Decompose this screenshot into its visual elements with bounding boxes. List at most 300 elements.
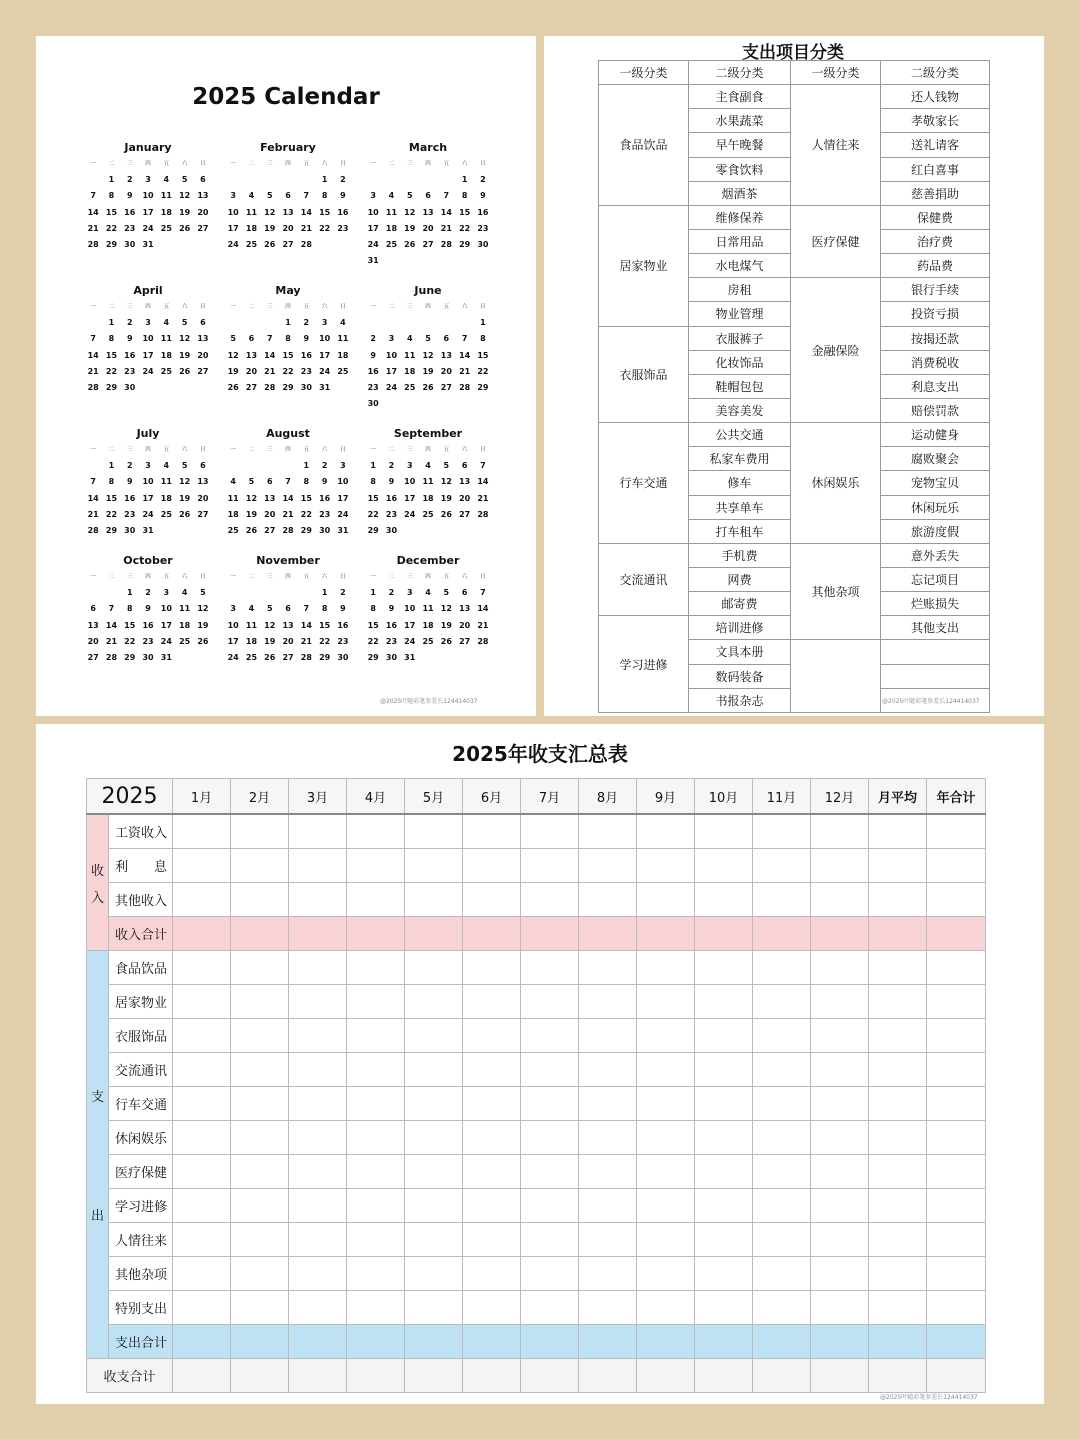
- amount-cell[interactable]: [463, 917, 521, 951]
- amount-cell[interactable]: [811, 951, 869, 985]
- amount-cell[interactable]: [405, 917, 463, 951]
- amount-cell[interactable]: [869, 814, 927, 849]
- day-number: 15: [367, 620, 379, 630]
- amount-cell[interactable]: [927, 849, 986, 883]
- amount-cell[interactable]: [695, 883, 753, 917]
- amount-cell[interactable]: [521, 951, 579, 985]
- amount-cell[interactable]: [579, 1223, 637, 1257]
- weekday-label: 五: [443, 304, 450, 311]
- amount-cell[interactable]: [347, 1019, 405, 1053]
- amount-cell[interactable]: [753, 985, 811, 1019]
- amount-cell[interactable]: [289, 1257, 347, 1291]
- amount-cell[interactable]: [869, 1325, 927, 1359]
- amount-cell[interactable]: [231, 814, 289, 849]
- amount-cell[interactable]: [695, 985, 753, 1019]
- amount-cell[interactable]: [405, 1053, 463, 1087]
- amount-cell[interactable]: [695, 814, 753, 849]
- amount-cell[interactable]: [753, 849, 811, 883]
- amount-cell[interactable]: [811, 1223, 869, 1257]
- amount-cell[interactable]: [405, 883, 463, 917]
- amount-cell[interactable]: [347, 917, 405, 951]
- amount-cell[interactable]: [463, 814, 521, 849]
- amount-cell[interactable]: [753, 1359, 811, 1393]
- amount-cell[interactable]: [173, 1155, 231, 1189]
- primary-category: 居家物业: [599, 206, 689, 327]
- amount-cell[interactable]: [637, 1155, 695, 1189]
- day-number: 7: [480, 461, 486, 471]
- amount-cell[interactable]: [927, 1155, 986, 1189]
- amount-cell[interactable]: [231, 1087, 289, 1121]
- amount-cell[interactable]: [405, 1257, 463, 1291]
- amount-cell[interactable]: [637, 849, 695, 883]
- amount-cell[interactable]: [289, 1155, 347, 1189]
- day-number: 22: [319, 636, 331, 646]
- amount-cell[interactable]: [405, 1121, 463, 1155]
- amount-cell[interactable]: [927, 1223, 986, 1257]
- amount-cell[interactable]: [695, 951, 753, 985]
- amount-cell[interactable]: [289, 814, 347, 849]
- amount-cell[interactable]: [405, 1291, 463, 1325]
- amount-cell[interactable]: [695, 917, 753, 951]
- amount-cell[interactable]: [521, 1155, 579, 1189]
- amount-cell[interactable]: [695, 1155, 753, 1189]
- amount-cell[interactable]: [463, 951, 521, 985]
- amount-cell[interactable]: [695, 1257, 753, 1291]
- amount-cell[interactable]: [173, 883, 231, 917]
- amount-cell[interactable]: [347, 849, 405, 883]
- amount-cell[interactable]: [637, 985, 695, 1019]
- amount-cell[interactable]: [637, 1359, 695, 1393]
- month-name: March: [408, 141, 448, 154]
- amount-cell[interactable]: [695, 1223, 753, 1257]
- amount-cell[interactable]: [173, 1019, 231, 1053]
- amount-cell[interactable]: [637, 1223, 695, 1257]
- amount-cell[interactable]: [347, 1053, 405, 1087]
- amount-cell[interactable]: [289, 883, 347, 917]
- amount-cell[interactable]: [463, 883, 521, 917]
- amount-cell[interactable]: [753, 917, 811, 951]
- amount-cell[interactable]: [521, 1053, 579, 1087]
- day-number: 3: [145, 175, 151, 185]
- amount-cell[interactable]: [463, 1359, 521, 1393]
- amount-cell[interactable]: [637, 917, 695, 951]
- day-number: 18: [179, 620, 191, 630]
- amount-cell[interactable]: [347, 1087, 405, 1121]
- amount-cell[interactable]: [579, 985, 637, 1019]
- amount-cell[interactable]: [579, 883, 637, 917]
- amount-cell[interactable]: [927, 1189, 986, 1223]
- amount-cell[interactable]: [463, 1189, 521, 1223]
- amount-cell[interactable]: [927, 1291, 986, 1325]
- secondary-category: 网费: [689, 568, 791, 592]
- category-header: 二级分类: [689, 61, 791, 85]
- amount-cell[interactable]: [405, 1019, 463, 1053]
- amount-cell[interactable]: [173, 849, 231, 883]
- amount-cell[interactable]: [231, 951, 289, 985]
- amount-cell[interactable]: [289, 1223, 347, 1257]
- amount-cell[interactable]: [637, 1189, 695, 1223]
- amount-cell[interactable]: [579, 1019, 637, 1053]
- amount-cell[interactable]: [521, 849, 579, 883]
- amount-cell[interactable]: [405, 1087, 463, 1121]
- amount-cell[interactable]: [637, 1291, 695, 1325]
- amount-cell[interactable]: [753, 1019, 811, 1053]
- amount-cell[interactable]: [637, 1257, 695, 1291]
- amount-cell[interactable]: [927, 814, 986, 849]
- amount-cell[interactable]: [927, 985, 986, 1019]
- amount-cell[interactable]: [811, 1257, 869, 1291]
- amount-cell[interactable]: [173, 1121, 231, 1155]
- day-number: 1: [321, 588, 328, 598]
- amount-cell[interactable]: [463, 1121, 521, 1155]
- secondary-category: 数码装备: [689, 665, 791, 689]
- amount-cell[interactable]: [869, 1019, 927, 1053]
- day-number: 27: [245, 383, 258, 393]
- amount-cell[interactable]: [405, 1155, 463, 1189]
- amount-cell[interactable]: [637, 1053, 695, 1087]
- amount-cell[interactable]: [811, 849, 869, 883]
- primary-category: 医疗保健: [791, 206, 881, 278]
- amount-cell[interactable]: [347, 883, 405, 917]
- amount-cell[interactable]: [347, 1155, 405, 1189]
- day-number: 3: [340, 461, 346, 471]
- amount-cell[interactable]: [231, 985, 289, 1019]
- day-number: 6: [200, 461, 206, 471]
- amount-cell[interactable]: [811, 1291, 869, 1325]
- amount-cell[interactable]: [173, 1087, 231, 1121]
- amount-cell[interactable]: [521, 1325, 579, 1359]
- weekday-label: 日: [200, 161, 206, 168]
- amount-cell[interactable]: [637, 1087, 695, 1121]
- day-number: 5: [443, 461, 450, 471]
- amount-cell[interactable]: [231, 1325, 289, 1359]
- amount-cell[interactable]: [521, 1291, 579, 1325]
- amount-cell[interactable]: [579, 917, 637, 951]
- weekday-label: 一: [90, 161, 96, 168]
- amount-cell[interactable]: [521, 1087, 579, 1121]
- amount-cell[interactable]: [869, 1053, 927, 1087]
- day-number: 12: [179, 334, 191, 344]
- expense-row: [87, 985, 986, 1019]
- amount-cell[interactable]: [637, 1121, 695, 1155]
- amount-cell[interactable]: [579, 1189, 637, 1223]
- amount-cell[interactable]: [405, 951, 463, 985]
- amount-cell[interactable]: [927, 1053, 986, 1087]
- amount-cell[interactable]: [347, 1257, 405, 1291]
- amount-cell[interactable]: [579, 1053, 637, 1087]
- amount-cell[interactable]: [289, 951, 347, 985]
- day-number: 22: [124, 636, 136, 646]
- amount-cell[interactable]: [231, 1155, 289, 1189]
- amount-cell[interactable]: [231, 1223, 289, 1257]
- amount-cell[interactable]: [753, 1291, 811, 1325]
- amount-cell[interactable]: [289, 1325, 347, 1359]
- weekday-label: 二: [108, 447, 115, 454]
- amount-cell[interactable]: [695, 1291, 753, 1325]
- amount-cell[interactable]: [231, 1257, 289, 1291]
- amount-cell[interactable]: [695, 1087, 753, 1121]
- amount-cell[interactable]: [347, 1189, 405, 1223]
- amount-cell[interactable]: [637, 1325, 695, 1359]
- day-number: 17: [404, 493, 416, 503]
- amount-cell[interactable]: [579, 1359, 637, 1393]
- amount-cell[interactable]: [579, 814, 637, 849]
- month-days: [224, 569, 352, 666]
- amount-cell[interactable]: [405, 1189, 463, 1223]
- amount-cell[interactable]: [231, 1359, 289, 1393]
- amount-cell[interactable]: [695, 1359, 753, 1393]
- amount-cell[interactable]: [289, 849, 347, 883]
- amount-cell[interactable]: [637, 814, 695, 849]
- amount-cell[interactable]: [869, 1087, 927, 1121]
- amount-cell[interactable]: [463, 1087, 521, 1121]
- amount-cell[interactable]: [173, 917, 231, 951]
- amount-cell[interactable]: [521, 1223, 579, 1257]
- amount-cell[interactable]: [579, 951, 637, 985]
- amount-cell[interactable]: [289, 985, 347, 1019]
- day-number: 15: [105, 350, 118, 360]
- secondary-category: 书报杂志: [689, 689, 791, 713]
- amount-cell[interactable]: [405, 1359, 463, 1393]
- amount-cell[interactable]: [463, 1257, 521, 1291]
- amount-cell[interactable]: [231, 883, 289, 917]
- amount-cell[interactable]: [869, 951, 927, 985]
- amount-cell[interactable]: [521, 1189, 579, 1223]
- amount-cell[interactable]: [463, 1053, 521, 1087]
- amount-cell[interactable]: [463, 1019, 521, 1053]
- month-days: [224, 299, 352, 396]
- amount-cell[interactable]: [579, 1155, 637, 1189]
- amount-cell[interactable]: [463, 1325, 521, 1359]
- amount-cell[interactable]: [231, 1189, 289, 1223]
- amount-cell[interactable]: [753, 1223, 811, 1257]
- day-number: 25: [245, 240, 258, 250]
- amount-cell[interactable]: [173, 1359, 231, 1393]
- category-table: [598, 60, 990, 713]
- amount-cell[interactable]: [289, 1291, 347, 1325]
- amount-cell[interactable]: [521, 1359, 579, 1393]
- amount-cell[interactable]: [289, 1189, 347, 1223]
- amount-cell[interactable]: [753, 1121, 811, 1155]
- amount-cell[interactable]: [811, 1359, 869, 1393]
- amount-cell[interactable]: [811, 1189, 869, 1223]
- amount-cell[interactable]: [173, 1291, 231, 1325]
- weekday-label: 日: [200, 304, 206, 311]
- day-number: 10: [404, 477, 416, 487]
- amount-cell[interactable]: [695, 1189, 753, 1223]
- amount-cell[interactable]: [579, 1325, 637, 1359]
- amount-cell[interactable]: [463, 1223, 521, 1257]
- day-number: 11: [179, 604, 191, 614]
- amount-cell[interactable]: [927, 883, 986, 917]
- amount-cell[interactable]: [869, 1223, 927, 1257]
- amount-cell[interactable]: [695, 849, 753, 883]
- amount-cell[interactable]: [811, 1019, 869, 1053]
- weekday-label: 六: [181, 574, 188, 581]
- amount-cell[interactable]: [753, 1189, 811, 1223]
- day-number: 4: [406, 334, 413, 344]
- amount-cell[interactable]: [869, 1155, 927, 1189]
- amount-cell[interactable]: [173, 1223, 231, 1257]
- amount-cell[interactable]: [521, 985, 579, 1019]
- amount-cell[interactable]: [753, 1053, 811, 1087]
- day-number: 12: [179, 191, 191, 201]
- amount-cell[interactable]: [695, 1019, 753, 1053]
- amount-cell[interactable]: [173, 814, 231, 849]
- weekday-label: 三: [126, 574, 133, 581]
- amount-cell[interactable]: [173, 1257, 231, 1291]
- amount-cell[interactable]: [289, 1053, 347, 1087]
- weekday-label: 五: [163, 304, 170, 311]
- amount-cell[interactable]: [173, 1053, 231, 1087]
- amount-cell[interactable]: [811, 814, 869, 849]
- amount-cell[interactable]: [753, 1325, 811, 1359]
- amount-cell[interactable]: [289, 1121, 347, 1155]
- amount-cell[interactable]: [869, 1121, 927, 1155]
- weekday-label: 五: [303, 574, 310, 581]
- amount-cell[interactable]: [637, 1019, 695, 1053]
- amount-cell[interactable]: [579, 1121, 637, 1155]
- amount-cell[interactable]: [927, 1087, 986, 1121]
- amount-cell[interactable]: [405, 814, 463, 849]
- day-number: 14: [87, 350, 99, 360]
- amount-cell[interactable]: [579, 1257, 637, 1291]
- amount-cell[interactable]: [347, 1121, 405, 1155]
- amount-cell[interactable]: [753, 1087, 811, 1121]
- amount-cell[interactable]: [463, 1155, 521, 1189]
- amount-cell[interactable]: [927, 1257, 986, 1291]
- day-number: 19: [179, 207, 191, 217]
- amount-cell[interactable]: [811, 1121, 869, 1155]
- amount-cell[interactable]: [405, 1223, 463, 1257]
- amount-cell[interactable]: [579, 1291, 637, 1325]
- month-days: [224, 442, 352, 539]
- amount-cell[interactable]: [173, 985, 231, 1019]
- amount-cell[interactable]: [463, 985, 521, 1019]
- amount-cell[interactable]: [521, 1121, 579, 1155]
- amount-cell[interactable]: [405, 1325, 463, 1359]
- amount-cell[interactable]: [927, 917, 986, 951]
- amount-cell[interactable]: [347, 1325, 405, 1359]
- amount-cell[interactable]: [289, 917, 347, 951]
- day-number: 27: [440, 383, 452, 393]
- day-number: 7: [461, 334, 468, 344]
- amount-cell[interactable]: [231, 1121, 289, 1155]
- amount-cell[interactable]: [173, 951, 231, 985]
- month-column-header: 6月: [463, 779, 521, 815]
- amount-cell[interactable]: [753, 1155, 811, 1189]
- amount-cell[interactable]: [753, 814, 811, 849]
- amount-cell[interactable]: [753, 951, 811, 985]
- amount-cell[interactable]: [347, 985, 405, 1019]
- amount-cell[interactable]: [289, 1359, 347, 1393]
- amount-cell[interactable]: [811, 1325, 869, 1359]
- amount-cell[interactable]: [927, 1019, 986, 1053]
- amount-cell[interactable]: [695, 1325, 753, 1359]
- amount-cell[interactable]: [231, 1053, 289, 1087]
- amount-cell[interactable]: [869, 1291, 927, 1325]
- day-number: 16: [319, 493, 331, 503]
- amount-cell[interactable]: [753, 883, 811, 917]
- amount-cell[interactable]: [927, 1359, 986, 1393]
- amount-cell[interactable]: [869, 1359, 927, 1393]
- amount-cell[interactable]: [811, 1053, 869, 1087]
- amount-cell[interactable]: [753, 1257, 811, 1291]
- day-number: 3: [388, 334, 395, 344]
- amount-cell[interactable]: [173, 1325, 231, 1359]
- amount-cell[interactable]: [695, 1053, 753, 1087]
- amount-cell[interactable]: [869, 1257, 927, 1291]
- amount-cell[interactable]: [231, 1291, 289, 1325]
- amount-cell[interactable]: [695, 1121, 753, 1155]
- amount-cell[interactable]: [231, 1019, 289, 1053]
- amount-cell[interactable]: [521, 1257, 579, 1291]
- amount-cell[interactable]: [869, 849, 927, 883]
- amount-cell[interactable]: [927, 951, 986, 985]
- amount-cell[interactable]: [347, 1223, 405, 1257]
- amount-cell[interactable]: [347, 1359, 405, 1393]
- amount-cell[interactable]: [927, 1121, 986, 1155]
- amount-cell[interactable]: [521, 1019, 579, 1053]
- amount-cell[interactable]: [231, 917, 289, 951]
- day-number: 20: [197, 350, 209, 360]
- amount-cell[interactable]: [289, 1087, 347, 1121]
- weekday-label: 二: [248, 304, 255, 311]
- primary-category: 食品饮品: [599, 85, 689, 206]
- weekday-label: 五: [443, 161, 450, 168]
- amount-cell[interactable]: [347, 1291, 405, 1325]
- amount-cell[interactable]: [927, 1325, 986, 1359]
- primary-category: 金融保险: [791, 278, 881, 423]
- amount-cell[interactable]: [637, 951, 695, 985]
- amount-cell[interactable]: [405, 849, 463, 883]
- day-number: 18: [422, 493, 434, 503]
- day-number: 24: [367, 240, 379, 250]
- month-name: October: [123, 554, 173, 567]
- amount-cell[interactable]: [463, 1291, 521, 1325]
- amount-cell[interactable]: [405, 985, 463, 1019]
- day-number: 10: [337, 477, 349, 487]
- amount-cell[interactable]: [637, 883, 695, 917]
- amount-cell[interactable]: [869, 1189, 927, 1223]
- amount-cell[interactable]: [521, 917, 579, 951]
- amount-cell[interactable]: [869, 883, 927, 917]
- amount-cell[interactable]: [811, 917, 869, 951]
- day-number: 31: [404, 653, 416, 663]
- amount-cell[interactable]: [579, 849, 637, 883]
- amount-cell[interactable]: [869, 985, 927, 1019]
- day-number: 16: [300, 350, 312, 360]
- weekday-label: 五: [443, 574, 450, 581]
- amount-cell[interactable]: [347, 951, 405, 985]
- day-number: 11: [422, 477, 434, 487]
- amount-cell[interactable]: [289, 1019, 347, 1053]
- day-number: 23: [124, 366, 136, 376]
- amount-cell[interactable]: [521, 883, 579, 917]
- amount-cell[interactable]: [869, 917, 927, 951]
- amount-cell[interactable]: [347, 814, 405, 849]
- amount-cell[interactable]: [811, 1087, 869, 1121]
- amount-cell[interactable]: [521, 814, 579, 849]
- amount-cell[interactable]: [811, 1155, 869, 1189]
- amount-cell[interactable]: [811, 883, 869, 917]
- secondary-category: 物业管理: [689, 302, 791, 326]
- amount-cell[interactable]: [579, 1087, 637, 1121]
- amount-cell[interactable]: [173, 1189, 231, 1223]
- amount-cell[interactable]: [463, 849, 521, 883]
- amount-cell[interactable]: [811, 985, 869, 1019]
- amount-cell[interactable]: [231, 849, 289, 883]
